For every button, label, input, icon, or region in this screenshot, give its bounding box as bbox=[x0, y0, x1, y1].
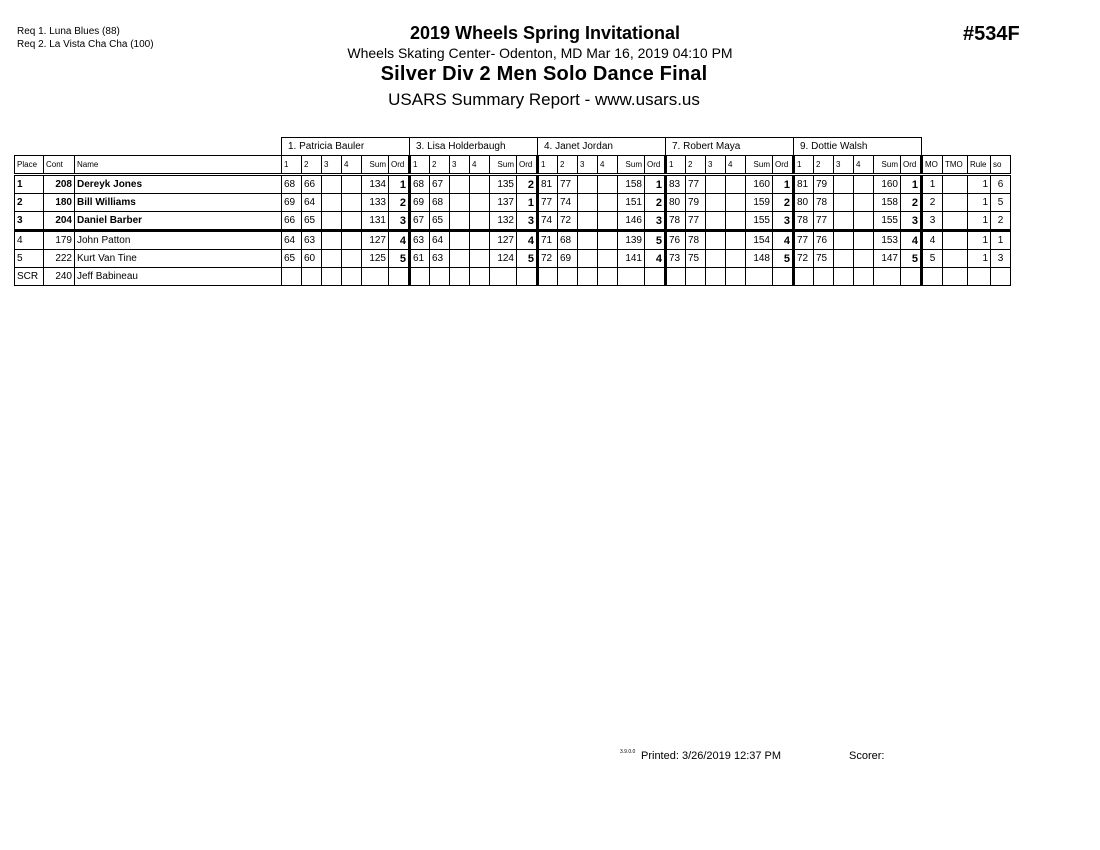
sum-cell bbox=[874, 268, 901, 286]
mark-header: 1 bbox=[538, 156, 558, 175]
mark-cell: 80 bbox=[794, 194, 814, 212]
mark-cell: 64 bbox=[282, 231, 302, 250]
sum-cell: 153 bbox=[874, 231, 901, 250]
rule-cell: 1 bbox=[968, 175, 991, 194]
mark-cell bbox=[598, 194, 618, 212]
sum-cell: 132 bbox=[490, 212, 517, 231]
mark-cell: 67 bbox=[410, 212, 430, 231]
mo-header: MO bbox=[922, 156, 943, 175]
mark-header: 3 bbox=[450, 156, 470, 175]
mark-header: 2 bbox=[814, 156, 834, 175]
mark-cell bbox=[430, 268, 450, 286]
skater-name: Kurt Van Tine bbox=[75, 250, 282, 268]
sum-cell: 125 bbox=[362, 250, 389, 268]
mo-cell: 5 bbox=[922, 250, 943, 268]
mark-cell bbox=[598, 250, 618, 268]
mark-cell bbox=[598, 212, 618, 231]
mark-cell: 79 bbox=[814, 175, 834, 194]
mark-cell bbox=[578, 212, 598, 231]
mark-cell: 72 bbox=[558, 212, 578, 231]
skater-name: Daniel Barber bbox=[75, 212, 282, 231]
mark-header: 2 bbox=[430, 156, 450, 175]
mark-cell: 76 bbox=[814, 231, 834, 250]
mo-cell: 4 bbox=[922, 231, 943, 250]
mark-cell bbox=[834, 268, 854, 286]
mark-cell: 66 bbox=[302, 175, 322, 194]
place-header: Place bbox=[15, 156, 44, 175]
skater-name: Bill Williams bbox=[75, 194, 282, 212]
rule-cell: 1 bbox=[968, 194, 991, 212]
mark-cell bbox=[706, 175, 726, 194]
mark-cell bbox=[834, 212, 854, 231]
ord-cell: 3 bbox=[645, 212, 666, 231]
mark-cell: 61 bbox=[410, 250, 430, 268]
result-row bbox=[15, 175, 1011, 194]
tmo-cell bbox=[943, 250, 968, 268]
ord-cell bbox=[517, 268, 538, 286]
mark-cell: 77 bbox=[538, 194, 558, 212]
column-header-row bbox=[15, 156, 1011, 175]
mark-cell bbox=[282, 268, 302, 286]
sum-cell: 133 bbox=[362, 194, 389, 212]
mark-cell bbox=[410, 268, 430, 286]
mo-cell bbox=[922, 268, 943, 286]
mark-header: 4 bbox=[854, 156, 874, 175]
ord-cell: 1 bbox=[773, 175, 794, 194]
mark-cell: 68 bbox=[430, 194, 450, 212]
judge-name: 1. Patricia Bauler bbox=[282, 138, 410, 156]
mark-cell bbox=[854, 268, 874, 286]
cont-cell: 180 bbox=[44, 194, 75, 212]
result-row bbox=[15, 250, 1011, 268]
mark-cell bbox=[854, 212, 874, 231]
mark-cell bbox=[578, 231, 598, 250]
mark-cell: 65 bbox=[430, 212, 450, 231]
mark-cell bbox=[834, 231, 854, 250]
mark-cell: 66 bbox=[282, 212, 302, 231]
version-label: 3.9.0.0 bbox=[620, 749, 636, 755]
ord-cell: 3 bbox=[773, 212, 794, 231]
scorer-label: Scorer: bbox=[849, 750, 885, 762]
mark-cell bbox=[794, 268, 814, 286]
mark-cell: 69 bbox=[558, 250, 578, 268]
place-cell: 4 bbox=[15, 231, 44, 250]
sum-cell bbox=[618, 268, 645, 286]
ord-cell: 4 bbox=[517, 231, 538, 250]
mark-cell bbox=[834, 250, 854, 268]
sum-cell: 134 bbox=[362, 175, 389, 194]
sum-cell: 155 bbox=[746, 212, 773, 231]
sum-header: Sum bbox=[874, 156, 901, 175]
ord-cell: 2 bbox=[517, 175, 538, 194]
competition-title: 2019 Wheels Spring Invitational bbox=[409, 23, 681, 43]
mark-cell: 78 bbox=[686, 231, 706, 250]
mark-header: 4 bbox=[598, 156, 618, 175]
mark-cell: 72 bbox=[538, 250, 558, 268]
mark-cell: 65 bbox=[282, 250, 302, 268]
mark-cell: 64 bbox=[302, 194, 322, 212]
printed-timestamp: Printed: 3/26/2019 12:37 PM bbox=[641, 750, 782, 762]
mo-cell: 3 bbox=[922, 212, 943, 231]
mark-cell bbox=[470, 250, 490, 268]
skater-name: John Patton bbox=[75, 231, 282, 250]
mark-cell bbox=[342, 194, 362, 212]
mark-cell bbox=[834, 194, 854, 212]
sum-cell bbox=[490, 268, 517, 286]
sum-cell: 146 bbox=[618, 212, 645, 231]
report-title: USARS Summary Report - www.usars.us bbox=[388, 90, 700, 109]
sum-cell: 141 bbox=[618, 250, 645, 268]
mark-cell bbox=[322, 250, 342, 268]
sum-cell: 148 bbox=[746, 250, 773, 268]
mark-cell: 72 bbox=[794, 250, 814, 268]
cont-cell: 208 bbox=[44, 175, 75, 194]
mark-header: 2 bbox=[302, 156, 322, 175]
mark-cell bbox=[854, 250, 874, 268]
ord-cell bbox=[645, 268, 666, 286]
ord-cell: 5 bbox=[773, 250, 794, 268]
sum-cell bbox=[746, 268, 773, 286]
mark-cell: 78 bbox=[794, 212, 814, 231]
event-title: Silver Div 2 Men Solo Dance Final bbox=[380, 63, 708, 85]
so-cell bbox=[991, 268, 1011, 286]
sum-header: Sum bbox=[618, 156, 645, 175]
mark-cell bbox=[854, 194, 874, 212]
mark-cell bbox=[854, 175, 874, 194]
cont-cell: 240 bbox=[44, 268, 75, 286]
tmo-cell bbox=[943, 212, 968, 231]
mark-cell: 79 bbox=[686, 194, 706, 212]
result-row bbox=[15, 212, 1011, 231]
mark-cell: 83 bbox=[666, 175, 686, 194]
result-row bbox=[15, 268, 1011, 286]
sum-cell: 158 bbox=[618, 175, 645, 194]
rule-cell: 1 bbox=[968, 231, 991, 250]
mark-cell bbox=[342, 250, 362, 268]
mark-cell bbox=[578, 268, 598, 286]
cont-cell: 204 bbox=[44, 212, 75, 231]
mark-cell: 74 bbox=[558, 194, 578, 212]
mark-cell: 78 bbox=[814, 194, 834, 212]
mark-cell: 78 bbox=[666, 212, 686, 231]
place-cell: SCR bbox=[15, 268, 44, 286]
mark-cell: 64 bbox=[430, 231, 450, 250]
mark-cell: 73 bbox=[666, 250, 686, 268]
judge-name: 4. Janet Jordan bbox=[538, 138, 666, 156]
mark-cell bbox=[470, 175, 490, 194]
mark-cell bbox=[450, 194, 470, 212]
mark-cell bbox=[598, 175, 618, 194]
place-cell: 5 bbox=[15, 250, 44, 268]
mark-header: 1 bbox=[666, 156, 686, 175]
mark-cell: 76 bbox=[666, 231, 686, 250]
mark-cell bbox=[450, 212, 470, 231]
sum-header: Sum bbox=[746, 156, 773, 175]
mark-cell: 80 bbox=[666, 194, 686, 212]
mark-cell bbox=[726, 250, 746, 268]
mark-cell bbox=[322, 231, 342, 250]
mark-cell bbox=[322, 268, 342, 286]
result-row bbox=[15, 194, 1011, 212]
mark-cell bbox=[302, 268, 322, 286]
request-2: Req 2. La Vista Cha Cha (100) bbox=[17, 39, 154, 50]
so-cell: 5 bbox=[991, 194, 1011, 212]
ord-cell: 1 bbox=[645, 175, 666, 194]
mark-cell: 68 bbox=[558, 231, 578, 250]
mark-header: 1 bbox=[282, 156, 302, 175]
mark-cell bbox=[450, 250, 470, 268]
sum-cell: 135 bbox=[490, 175, 517, 194]
ord-cell: 1 bbox=[901, 175, 922, 194]
mark-cell bbox=[470, 212, 490, 231]
ord-cell: 2 bbox=[901, 194, 922, 212]
sum-cell bbox=[362, 268, 389, 286]
mark-cell: 77 bbox=[814, 212, 834, 231]
rule-cell bbox=[968, 268, 991, 286]
skater-name: Jeff Babineau bbox=[75, 268, 282, 286]
ord-cell: 5 bbox=[517, 250, 538, 268]
so-cell: 6 bbox=[991, 175, 1011, 194]
mark-cell: 68 bbox=[282, 175, 302, 194]
sum-cell: 159 bbox=[746, 194, 773, 212]
ord-cell bbox=[389, 268, 410, 286]
so-cell: 3 bbox=[991, 250, 1011, 268]
ord-cell: 1 bbox=[517, 194, 538, 212]
ord-cell: 5 bbox=[901, 250, 922, 268]
tmo-header: TMO bbox=[943, 156, 968, 175]
mark-cell bbox=[578, 175, 598, 194]
ord-cell: 4 bbox=[645, 250, 666, 268]
tmo-cell bbox=[943, 194, 968, 212]
mark-cell bbox=[854, 231, 874, 250]
mark-cell bbox=[686, 268, 706, 286]
ord-header: Ord bbox=[517, 156, 538, 175]
ord-cell: 2 bbox=[645, 194, 666, 212]
mark-cell bbox=[726, 194, 746, 212]
sum-cell: 127 bbox=[362, 231, 389, 250]
judge-name: 3. Lisa Holderbaugh bbox=[410, 138, 538, 156]
mark-cell: 69 bbox=[410, 194, 430, 212]
mark-cell bbox=[322, 175, 342, 194]
tmo-cell bbox=[943, 231, 968, 250]
ord-header: Ord bbox=[773, 156, 794, 175]
mark-cell: 63 bbox=[430, 250, 450, 268]
mark-cell: 81 bbox=[794, 175, 814, 194]
ord-cell bbox=[773, 268, 794, 286]
ord-cell: 3 bbox=[389, 212, 410, 231]
ord-cell: 3 bbox=[517, 212, 538, 231]
mark-header: 2 bbox=[558, 156, 578, 175]
judge-name: 7. Robert Maya bbox=[666, 138, 794, 156]
mark-cell: 63 bbox=[410, 231, 430, 250]
mark-cell: 81 bbox=[538, 175, 558, 194]
ord-header: Ord bbox=[901, 156, 922, 175]
mark-cell bbox=[598, 231, 618, 250]
mark-cell: 65 bbox=[302, 212, 322, 231]
mark-cell bbox=[726, 212, 746, 231]
mark-cell: 77 bbox=[794, 231, 814, 250]
rule-header: Rule bbox=[968, 156, 991, 175]
ord-cell: 2 bbox=[773, 194, 794, 212]
mark-cell: 77 bbox=[558, 175, 578, 194]
place-cell: 3 bbox=[15, 212, 44, 231]
mark-cell bbox=[322, 212, 342, 231]
mark-cell bbox=[578, 194, 598, 212]
result-row bbox=[15, 231, 1011, 250]
place-cell: 1 bbox=[15, 175, 44, 194]
results-table bbox=[14, 137, 1011, 286]
mark-header: 3 bbox=[706, 156, 726, 175]
mark-cell bbox=[538, 268, 558, 286]
mark-header: 3 bbox=[322, 156, 342, 175]
cont-header: Cont bbox=[44, 156, 75, 175]
mark-cell bbox=[666, 268, 686, 286]
mark-cell bbox=[726, 175, 746, 194]
sum-cell: 131 bbox=[362, 212, 389, 231]
so-header: so bbox=[991, 156, 1011, 175]
sum-cell: 127 bbox=[490, 231, 517, 250]
sum-cell: 158 bbox=[874, 194, 901, 212]
mark-cell bbox=[706, 231, 726, 250]
mark-cell bbox=[706, 212, 726, 231]
ord-cell: 5 bbox=[389, 250, 410, 268]
ord-cell: 4 bbox=[389, 231, 410, 250]
rule-cell: 1 bbox=[968, 250, 991, 268]
judge-name: 9. Dottie Walsh bbox=[794, 138, 922, 156]
mo-cell: 2 bbox=[922, 194, 943, 212]
mark-cell: 63 bbox=[302, 231, 322, 250]
mark-cell bbox=[598, 268, 618, 286]
tmo-cell bbox=[943, 175, 968, 194]
sum-cell: 137 bbox=[490, 194, 517, 212]
sum-cell: 139 bbox=[618, 231, 645, 250]
ord-header: Ord bbox=[389, 156, 410, 175]
mark-cell: 68 bbox=[410, 175, 430, 194]
mark-cell bbox=[450, 268, 470, 286]
mark-cell bbox=[342, 175, 362, 194]
ord-cell bbox=[901, 268, 922, 286]
mark-cell bbox=[706, 194, 726, 212]
mark-cell bbox=[558, 268, 578, 286]
sum-cell: 160 bbox=[874, 175, 901, 194]
mark-cell: 77 bbox=[686, 212, 706, 231]
sum-cell: 160 bbox=[746, 175, 773, 194]
place-cell: 2 bbox=[15, 194, 44, 212]
so-cell: 1 bbox=[991, 231, 1011, 250]
mark-header: 3 bbox=[578, 156, 598, 175]
judge-header-row bbox=[15, 138, 1011, 156]
cont-cell: 222 bbox=[44, 250, 75, 268]
mo-cell: 1 bbox=[922, 175, 943, 194]
mark-cell bbox=[322, 194, 342, 212]
so-cell: 2 bbox=[991, 212, 1011, 231]
mark-cell: 77 bbox=[686, 175, 706, 194]
sum-cell: 155 bbox=[874, 212, 901, 231]
mark-header: 2 bbox=[686, 156, 706, 175]
mark-cell bbox=[578, 250, 598, 268]
sum-header: Sum bbox=[362, 156, 389, 175]
mark-cell bbox=[706, 250, 726, 268]
mark-cell bbox=[726, 231, 746, 250]
event-number: #534F bbox=[963, 23, 1020, 45]
mark-header: 4 bbox=[342, 156, 362, 175]
sum-cell: 151 bbox=[618, 194, 645, 212]
mark-header: 3 bbox=[834, 156, 854, 175]
ord-header: Ord bbox=[645, 156, 666, 175]
mark-cell: 67 bbox=[430, 175, 450, 194]
skater-name: Dereyk Jones bbox=[75, 175, 282, 194]
sum-cell: 147 bbox=[874, 250, 901, 268]
ord-cell: 4 bbox=[773, 231, 794, 250]
mark-cell bbox=[834, 175, 854, 194]
venue-date: Wheels Skating Center- Odenton, MD Mar 16, 2019 04:10 PM bbox=[347, 45, 733, 61]
sum-cell: 154 bbox=[746, 231, 773, 250]
mark-cell: 71 bbox=[538, 231, 558, 250]
mark-cell bbox=[706, 268, 726, 286]
ord-cell: 2 bbox=[389, 194, 410, 212]
name-header: Name bbox=[75, 156, 282, 175]
sum-cell: 124 bbox=[490, 250, 517, 268]
ord-cell: 1 bbox=[389, 175, 410, 194]
sum-header: Sum bbox=[490, 156, 517, 175]
mark-cell bbox=[470, 231, 490, 250]
mark-cell bbox=[814, 268, 834, 286]
mark-cell: 69 bbox=[282, 194, 302, 212]
mark-cell: 75 bbox=[814, 250, 834, 268]
mark-cell bbox=[470, 268, 490, 286]
request-1: Req 1. Luna Blues (88) bbox=[17, 26, 120, 37]
mark-cell bbox=[342, 231, 362, 250]
rule-cell: 1 bbox=[968, 212, 991, 231]
mark-cell bbox=[342, 212, 362, 231]
mark-header: 4 bbox=[726, 156, 746, 175]
mark-cell: 60 bbox=[302, 250, 322, 268]
mark-cell bbox=[450, 231, 470, 250]
mark-cell bbox=[470, 194, 490, 212]
mark-header: 4 bbox=[470, 156, 490, 175]
mark-cell bbox=[450, 175, 470, 194]
ord-cell: 4 bbox=[901, 231, 922, 250]
mark-header: 1 bbox=[410, 156, 430, 175]
mark-cell: 74 bbox=[538, 212, 558, 231]
cont-cell: 179 bbox=[44, 231, 75, 250]
mark-cell bbox=[726, 268, 746, 286]
ord-cell: 5 bbox=[645, 231, 666, 250]
mark-header: 1 bbox=[794, 156, 814, 175]
mark-cell: 75 bbox=[686, 250, 706, 268]
mark-cell bbox=[342, 268, 362, 286]
tmo-cell bbox=[943, 268, 968, 286]
ord-cell: 3 bbox=[901, 212, 922, 231]
